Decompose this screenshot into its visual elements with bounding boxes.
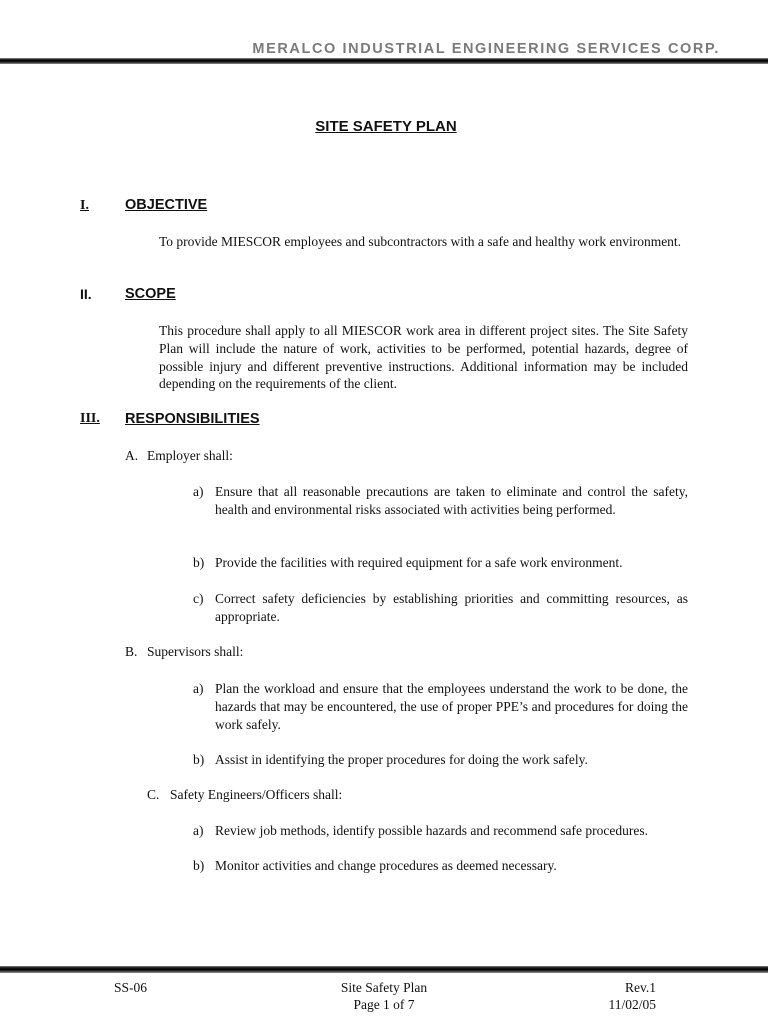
group-label-supervisors: B. xyxy=(125,644,138,659)
group-label-safety-engineers: C. xyxy=(147,787,160,802)
footer-revision: Rev.1 xyxy=(625,980,656,995)
section-title-objective: OBJECTIVE xyxy=(125,197,208,213)
employer-item-b: Provide the facilities with required equipment for a safe work environment. xyxy=(215,555,623,570)
section-number-responsibilities: III. xyxy=(80,411,100,426)
page-title: SITE SAFETY PLAN xyxy=(315,118,457,135)
employer-item-a: Ensure that all reasonable precautions are taken to eliminate and control the safety, health and environmental risks associated with activities being performed. xyxy=(215,484,688,517)
safety-engineers-item-b: Monitor activities and change procedures as deemed necessary. xyxy=(215,858,557,873)
employer-item-c: Correct safety deficiencies by establishing priorities and committing resources, as appropriate. xyxy=(215,591,688,624)
scope-text: This procedure shall apply to all MIESCOR work area in different project sites. The Site Safety Plan will include the nature of work, activities to be performed, potential hazards, degree of possible injury and different preventive instructions. Additional information may be included depending on the requirements of the client. xyxy=(159,323,688,392)
company-name: MERALCO INDUSTRIAL ENGINEERING SERVICES CORP. xyxy=(252,41,720,57)
footer-page-number: Page 1 of 7 xyxy=(353,997,415,1012)
item-label: c) xyxy=(193,591,204,606)
section-title-responsibilities: RESPONSIBILITIES xyxy=(125,411,260,427)
supervisors-item-b: Assist in identifying the proper procedures for doing the work safely. xyxy=(215,752,588,767)
item-label: a) xyxy=(193,484,204,499)
item-label: b) xyxy=(193,555,205,570)
group-label-employer: A. xyxy=(125,448,139,463)
footer-date: 11/02/05 xyxy=(608,997,656,1012)
safety-engineers-item-a: Review job methods, identify possible hazards and recommend safe procedures. xyxy=(215,823,648,838)
group-heading-employer: Employer shall: xyxy=(147,448,233,463)
header-rule xyxy=(0,58,768,64)
section-title-scope: SCOPE xyxy=(125,286,176,302)
item-label: b) xyxy=(193,858,205,873)
group-heading-supervisors: Supervisors shall: xyxy=(147,644,244,659)
footer-rule xyxy=(0,966,768,973)
item-label: a) xyxy=(193,823,204,838)
objective-text: To provide MIESCOR employees and subcontractors with a safe and healthy work environment. xyxy=(159,234,682,249)
group-heading-safety-engineers: Safety Engineers/Officers shall: xyxy=(170,787,343,802)
section-number-objective: I. xyxy=(80,198,89,213)
item-label: a) xyxy=(193,681,204,696)
footer-doc-title: Site Safety Plan xyxy=(340,980,428,995)
footer-doc-code: SS-06 xyxy=(114,980,148,995)
supervisors-item-a: Plan the workload and ensure that the employees understand the work to be done, the hazards that may be encountered, the use of proper PPE’s and procedures for doing the work safely. xyxy=(215,681,688,732)
section-number-scope: II. xyxy=(80,286,92,302)
item-label: b) xyxy=(193,752,205,767)
